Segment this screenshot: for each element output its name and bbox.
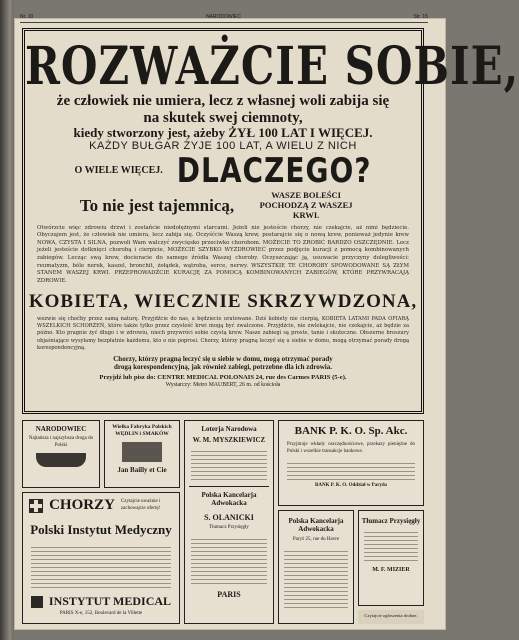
line-3: kiedy stworzony jest, ażeby ŻYŁ 100 LAT I WIĘCEJ. [73,125,373,140]
ad-kancelarja [278,510,354,624]
secret-row [25,191,421,220]
ad2-sub: Czytajcie uważnie i zachowajcie ofertę! [120,499,161,511]
ad7-title: Tłumacz Przysięgły [361,517,421,525]
ad-narodowiec [22,420,100,488]
ad7-fine [364,529,418,563]
newspaper-title: NARODOWIEC [205,14,241,20]
cross-icon-bottom [31,596,43,608]
ship-icon [36,453,86,467]
page-header [20,12,428,23]
ad-bank-pko [278,420,424,506]
ad-wedliny [104,420,180,488]
ad5-address: BANK P. K. O. Oddział w Paryżu [315,483,387,488]
question-left: O WIELE WIĘCEJ. [74,165,163,177]
ad-loterja [184,420,274,624]
metro-line: Wystarczy: Metro MAUBERT, 26 m. od kościoła [165,381,281,388]
line-4: KAŻDY BUŁGAR ŻYJE 100 LAT, A WIELU Z NICH [89,140,357,153]
ad-footer-strip [358,610,424,624]
ad7-name: M. F. MIZIER [372,567,410,573]
main-advertisement [22,28,519,414]
binding-edge [0,0,14,640]
address-line: Przyjdź lub pisz do: CENTRE MEDICAL POLONAIS 24, rue des Carmes PARIS (5-e). [99,373,347,381]
ad4-person: S. OLANICKI [204,513,254,522]
secret-heading: To nie jest tajemnicą, [79,196,235,216]
ad4-name: W. M. MYSZKIEWICZ [192,436,266,444]
ad2-bottom: INSTYTUT MEDICAL [48,594,172,608]
question-headline: DLACZEGO? [176,151,372,191]
ad-tlumacz [358,510,424,606]
ad5-title: BANK P. K. O. Sp. Akc. [294,425,408,437]
line-2: na skutek swej ciemnoty, [143,109,303,126]
factory-icon [122,442,162,462]
ad5-fine [287,460,415,480]
page-number-right: Str. 15 [413,14,428,20]
line-1: że człowiek nie umiera, lecz z własnej woli zabija się [56,93,390,109]
cta-line-2: drogą korespondencyjną, jak również zabiegi, potrzebne dla ich zdrowia. [114,362,332,371]
ad4-city: PARIS [217,589,241,599]
ad5-body: Przyjmuje wkłady oszczędnościowe, przekazy pieniężne do Polski i wszelkie transakcje bankowe. [287,442,415,454]
ad4-title: Loterja Narodowa [201,425,257,433]
ad-chorzy [22,492,180,624]
body-paragraph-2: wezwie się choćby przez samą naturę. Przyjdźcie do nas, a będziecie uratowane. Dziś kobiety nie cierpią, KOBIETA LATAMI PADA OFIARĄ WSZELKICH SCHORZEŃ, które także tylko przez czystość krwi mogą być zwalczone. Przyjdźcie, nie zwlekajcie, nie czekajcie, aż będzie za późno. Kto pragnie żyć długo i w zdrowiu, niech przywróci sobie czystą krew. Nasze zabiegi są proste, tanie i skuteczne. Obszerne broszury objaśniające wysyłamy bezpłatnie każdemu, kto o nie poprosi. Chorzy, którzy pragną leczyć się u siebie w domu, mogą otrzymać porady drogą korespondencyjną. [37,316,409,351]
body-paragraph-1: Otwórzcie więc zdrowiu drzwi i zostańcie niedołężnymi starcami. Jeżeli nie jesteście chorzy, nie czekajcie, aż nimi będziecie. Obyczajem jest, że człowiek nie umiera, lecz zabija się. Oczyśćcie Waszą krew, postarajcie się o nową krew, ponieważ jedynie krew NOWA, CZYSTA I SILNA, pozwoli Wam walczyć zwycięsko przeciwko chorobom. MOŻECIE TO ZROBIĆ BARDZO OSZCZĘDNIE. Lecz jeżeli jesteście dotknięci chorobą i cierpicie, MOŻECIE SZYBKO WYZDROWIEĆ przez podjęcie kuracji z pomocą kombinowanych zabiegów. Lecząc swą krew, docieracie do samego źródła Waszej choroby. Oczyszczając ją, usuwacie przyczyny dolegliwości: reumatyzm, bóle nerek, kaszel, bronchit, żołądek, wątroba, serce, nerwy. WSZYSTKIE TE CHOROBY SPOWODOWANE SĄ ZŁYM STANEM WASZEJ KRWI. PRZEPROWADŹCIE KURACJĘ ZA POMOCĄ KOMBINOWANYCH ZABIEGÓW, KTÓRE PRZYWRACAJĄ ZDROWIE. [37,224,409,284]
question-row [25,151,421,191]
cross-icon [29,499,43,513]
ad2-address: PARIS X-e, 152, Boulevard de la Villette [59,611,143,616]
page-number-left: Nr. 10 [20,14,34,20]
ad6-title: Polska Kancelarja Adwokacka [288,517,344,533]
ad2-title: CHORZY [49,497,115,513]
ad4-fine2 [191,536,267,586]
cta-line-1: Chorzy, którzy pragną leczyć się u siebie w domu, mogą otrzymać porady [113,354,333,363]
ad6-fine [284,548,348,608]
classified-ads [22,420,424,624]
ad3-brand: Jan Bailly et Cie [117,466,167,475]
ad2-big: Polski Instytut Medyczny [30,522,172,537]
ad8-footer: Czytajcie ogłoszenia drobne. [364,613,418,618]
ad4-firm: Tłumacz Przysięgły [209,525,249,530]
ad2-fine-print [31,544,171,588]
ad1-body: Najtańsza i najszybsza droga do Polski [28,436,94,448]
headline: ROZWAŻCIE SOBIE, [25,35,519,97]
ad4-sub: Polska Kancelarja Adwokacka [201,491,257,507]
ad6-body: Paryż 25, rue du Havre [292,537,340,542]
ad3-title: Wielka Fabryka Polskich WĘDLIN i SMAKÓW [112,424,172,438]
ad4-fine [191,448,267,482]
ad1-title: NARODOWIEC [35,425,87,433]
secret-note: WASZE BOLEŚCI POCHODZĄ Z WASZEJ KRWI. [259,190,353,220]
subheading-woman: KOBIETA, WIECZNIE SKRZYWDZONA, [28,291,418,313]
